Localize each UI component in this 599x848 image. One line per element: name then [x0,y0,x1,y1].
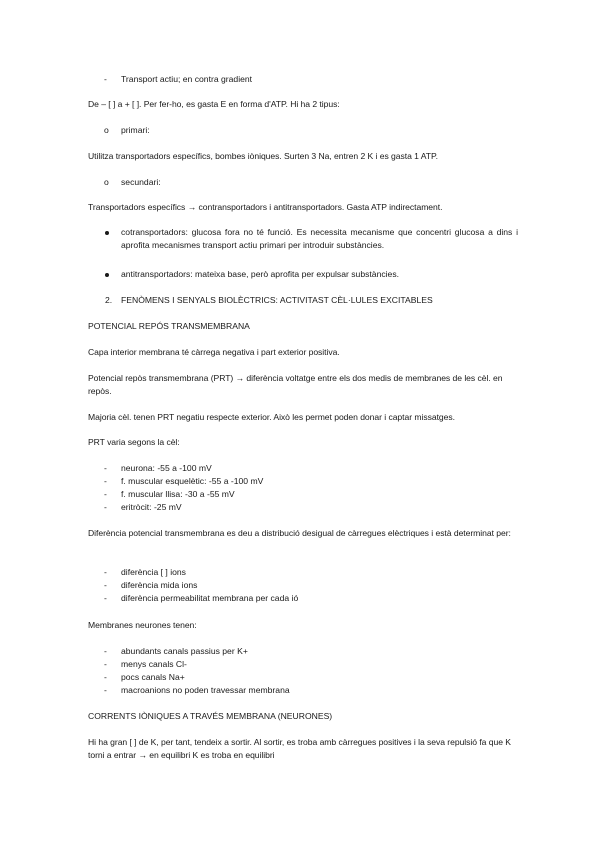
paragraph-majoria: Majoria cèl. tenen PRT negatiu respecte exterior. Això les permet poden donar i captar missatges. [88,412,455,422]
dash-marker: - [104,502,107,512]
dash-marker: - [104,489,107,499]
membrane-item: pocs canals Na+ [121,672,185,682]
bullet-marker [105,273,109,277]
heading-potencial-repos: POTENCIAL REPÓS TRANSMEMBRANA [88,321,250,331]
section-number: 2. [105,295,113,305]
prt-item: neurona: -55 a -100 mV [121,463,212,473]
heading-corrents-ioniques: CORRENTS IÒNIQUES A TRAVÉS MEMBRANA (NEURONES) [88,711,333,721]
dash-marker: - [104,580,107,590]
membrane-item: menys canals Cl- [121,659,187,669]
prt-item: f. muscular llisa: -30 a -55 mV [121,489,235,499]
paragraph-diferencia: Diferència potencial transmembrana es deu a distribució desigual de càrregues elèctriques i està determinat per: [88,528,511,538]
membrane-item: macroanions no poden travessar membrana [121,685,290,695]
primari-label: primari: [121,125,150,135]
paragraph-prt-definition: Potencial repòs transmembrana (PRT) → diferència voltatge entre els dos medis de membranes de les cèl. en repòs. [88,373,503,396]
section-title: FENÒMENS I SENYALS BIOLÈCTRICS: ACTIVITAST CÈL·LULES EXCITABLES [121,295,433,305]
prt-item: f. muscular esquelètic: -55 a -100 mV [121,476,264,486]
dash-marker: - [104,476,107,486]
dash-marker: - [104,659,107,669]
paragraph-secundari: Transportadors específics → contransportadors i antitransportadors. Gasta ATP indirectament. [88,202,443,212]
dash-marker: - [104,672,107,682]
dash-marker: - [104,463,107,473]
bullet-marker [105,231,109,235]
circle-marker: o [104,125,109,135]
dash-marker: - [104,685,107,695]
circle-marker: o [104,177,109,187]
diferencia-item: diferència permeabilitat membrana per cada ió [121,593,299,603]
paragraph-de-gradient: De – [ ] a + [ ]. Per fer-ho, es gasta E en forma d'ATP. Hi ha 2 tipus: [88,99,340,109]
cotransportadors-text: cotransportadors: glucosa fora no té funció. Es necessita mecanisme que concentri glucosa a dins i aprofita mecanismes transport actiu primari per introduir substàncies. [121,227,518,250]
dash-marker: - [104,646,107,656]
paragraph-capa-interior: Capa interior membrana té càrrega negativa i part exterior positiva. [88,347,340,357]
paragraph-membranes: Membranes neurones tenen: [88,620,197,630]
prt-item: eritròcit: -25 mV [121,502,182,512]
membrane-item: abundants canals passius per K+ [121,646,248,656]
dash-marker: - [104,74,107,84]
dash-marker: - [104,567,107,577]
dash-marker: - [104,593,107,603]
diferencia-item: diferència [ ] ions [121,567,186,577]
paragraph-primari: Utilitza transportadors específics, bombes iòniques. Surten 3 Na, entren 2 K i es gasta 1 ATP. [88,151,438,161]
transport-actiu-text: Transport actiu; en contra gradient [121,74,253,84]
antitransportadors-text: antitransportadors: mateixa base, però aprofita per expulsar substàncies. [121,269,400,279]
paragraph-hi-ha-gran: Hi ha gran [ ] de K, per tant, tendeix a sortir. Al sortir, es troba amb càrregues positives i la seva repulsió fa que K torni a entrar → en equilibri K es troba en equilibri [88,737,511,760]
diferencia-item: diferència mida ions [121,580,198,590]
paragraph-prt-varia: PRT varia segons la cèl: [88,437,180,447]
secundari-label: secundari: [121,177,161,187]
